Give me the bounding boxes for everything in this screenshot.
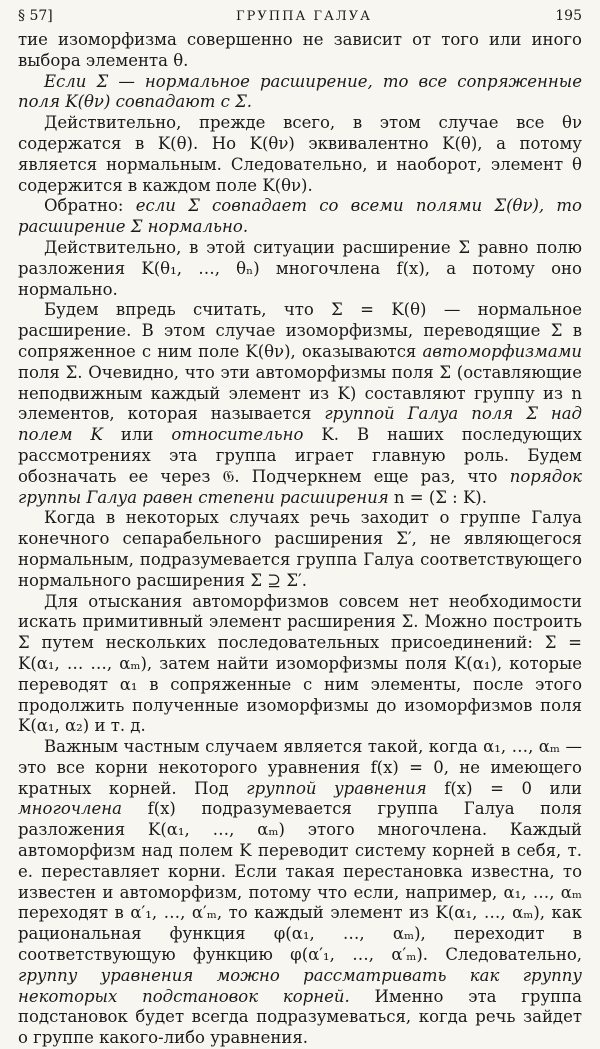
paragraph (18, 737, 582, 1049)
text-span: или (102, 425, 172, 445)
chapter-title: ГРУППА ГАЛУА (236, 9, 372, 24)
text-span: f(x) = 0 или (426, 778, 582, 798)
text-span: f(x) подразумевается группа Галуа поля разложения K(α₁, …, αₘ) этого многочлена. Каждый автоморфизм над полем K переводит систему корней в себя, т. е. переставляет корни. Если такая перестановка известна, то известен и автоморфизм, потому что если, например, α₁, …, αₘ переходят в α′₁, …, α′ₘ, то каждый элемент из K(α₁, …, αₘ), как рациональная функция φ(α₁, …, αₘ), переходит в соответствующую функцию φ(α′₁, …, α′ₘ). Следовательно, (18, 799, 582, 965)
paragraph (18, 300, 582, 508)
text-span: тие изоморфизма совершенно не зависит от того или иного выбора элемента θ. (18, 30, 582, 70)
paragraph (18, 113, 582, 196)
text-span: K. В наших последующих рассмотрениях эта группа играет главную роль. Будем обозначать ее через 𝔊. Подчеркнем еще раз, что (18, 425, 582, 486)
paragraph (18, 238, 582, 300)
body-text (18, 30, 582, 1049)
italic-text-span: Если Σ — нормальное расширение, то все сопряженные поля K(θν) совпадают с Σ. (18, 71, 582, 112)
paragraph (18, 196, 582, 238)
paragraph (18, 30, 582, 72)
italic-text-span: группу уравнения можно рассматривать как группу некоторых подстановок корней. (18, 965, 582, 1006)
italic-text-span: группой Галуа поля Σ над полем K (18, 404, 582, 445)
paragraph (18, 72, 582, 114)
italic-text-span: группой уравнения (246, 778, 427, 798)
text-span: Для отыскания автоморфизмов совсем нет необходимости искать примитивный элемент расширения Σ. Можно построить Σ путем нескольких последовательных присоединений: Σ = K(α₁, … …, αₘ), затем найти изоморфизмы поля K(α₁), которые переводят α₁ в сопряженные с ним элементы, после этого продолжить полученные изоморфизмы до изоморфизмов поля K(α₁, α₂) и т. д. (18, 591, 582, 736)
text-span: поля Σ. Очевидно, что эти автоморфизмы поля Σ (оставляющие неподвижным каждый элемент из K) составляют группу из n элементов, которая называется (18, 362, 582, 424)
italic-text-span: относительно (171, 425, 304, 445)
text-span: Будем впредь считать, что Σ = K(θ) — нормальное расширение. В этом случае изоморфизмы, переводящие Σ в сопряженное с ним поле K(θν), оказываются (18, 300, 582, 361)
text-span: Когда в некоторых случаях речь заходит о группе Галуа конечного сепарабельного расширения Σ′, не являющегося нормальным, подразумевается группа Галуа соответствующего нормального расширения Σ ⊇ Σ′. (18, 508, 582, 590)
italic-text-span: автоморфизмами (422, 341, 582, 361)
text-span: Действительно, прежде всего, в этом случае все θν содержатся в K(θ). Но K(θν) эквивалентно K(θ), а потому является нормальным. Следовательно, и наоборот, элемент θ содержится в каждом поле K(θν). (18, 113, 582, 195)
text-span: Действительно, в этой ситуации расширение Σ равно полю разложения K(θ₁, …, θₙ) многочлена f(x), а потому оно нормально. (18, 237, 582, 299)
paragraph (18, 508, 582, 591)
text-span: Важным частным случаем является такой, когда α₁, …, αₘ — это все корни некоторого уравнения f(x) = 0, не имеющего кратных корней. Под (18, 737, 582, 798)
italic-text-span: если Σ совпадает со всеми полями Σ(θν), то расширение Σ нормально. (18, 196, 582, 237)
text-span: Именно эта группа подстановок будет всегда подразумеваться, когда речь зайдет о группе какого-либо уравнения. (18, 986, 583, 1048)
text-span: Обратно: (44, 196, 136, 216)
italic-text-span: многочлена (18, 799, 122, 819)
page-number: 195 (555, 8, 582, 24)
italic-text-span: порядок группы Галуа равен степени расширения (18, 466, 582, 507)
running-header (18, 8, 582, 24)
paragraph (18, 592, 582, 738)
section-number: § 57] (18, 8, 53, 24)
text-span: n = (Σ : K). (388, 487, 487, 507)
